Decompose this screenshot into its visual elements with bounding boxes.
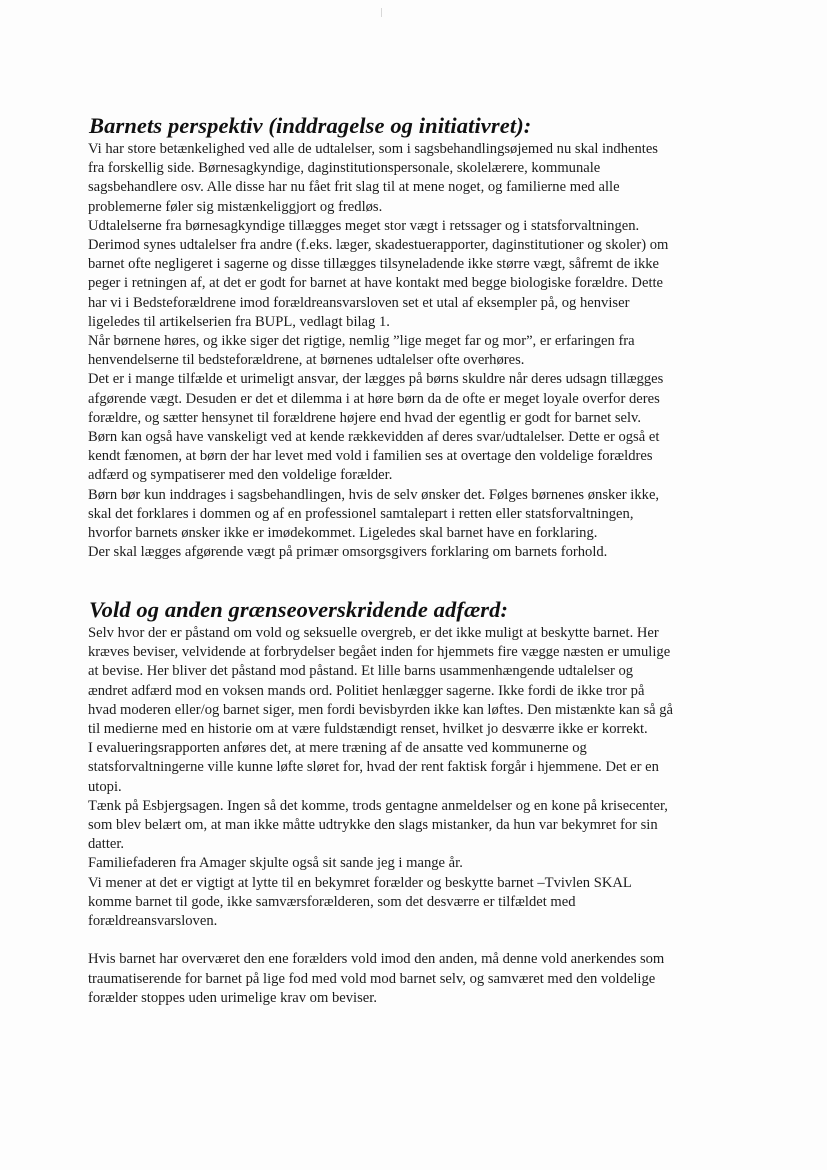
scan-artifact bbox=[381, 8, 382, 17]
text-line: Derimod synes udtalelser fra andre (f.eks. læger, skadestuerapporter, daginstitutioner og skoler) om bbox=[88, 237, 669, 254]
text-line: ligeledes til artikelserien fra BUPL, vedlagt bilag 1. bbox=[88, 313, 390, 330]
text-line: Vi har store betænkelighed ved alle de udtalelser, som i sagsbehandlingsøjemed nu skal indhentes bbox=[88, 141, 658, 157]
section-barnets-perspektiv bbox=[88, 112, 768, 562]
text-line: har vi i Bedsteforældrene imod forældreansvarsloven set et utal af eksempler på, og henviser bbox=[88, 294, 630, 311]
section-body bbox=[88, 624, 768, 1008]
text-line: Vi mener at det er vigtigt at lytte til en bekymret forælder og beskytte barnet –Tvivlen SKAL bbox=[88, 874, 632, 891]
text-line: ændret adfærd mod en voksen mands ord. Politiet henlægger sagerne. Ikke fordi de ikke tror på bbox=[88, 682, 645, 699]
text-line: barnet ofte negligeret i sagerne og disse tillægges tilsyneladende ikke større vægt, såfremt de ikke bbox=[88, 256, 660, 273]
text-line: hvorfor barnets ønsker ikke er imødekommet. Ligeledes skal barnet have en forklaring. bbox=[88, 525, 598, 542]
text-line: adfærd og sympatiserer med den voldelige forælder. bbox=[88, 467, 393, 484]
text-line: henvendelserne til bedsteforældrene, at børnenes udtalelser ofte overhøres. bbox=[88, 352, 525, 369]
text-line: utopi. bbox=[88, 778, 122, 795]
text-line: skal det forklares i dommen og af en professionel samtalepart i retten eller statsforvaltningen, bbox=[88, 505, 634, 522]
text-line: I evalueringsrapporten anføres det, at mere træning af de ansatte ved kommunerne og bbox=[88, 740, 587, 757]
text-line: Det er i mange tilfælde et urimeligt ansvar, der lægges på børns skuldre når deres udsagn tillægges bbox=[88, 371, 664, 388]
text-line: kræves beviser, velvidende at forbrydelser begået inden for hjemmets fire vægge næsten er umulige bbox=[88, 644, 671, 661]
section-vold bbox=[88, 596, 768, 1008]
text-line: Børn bør kun inddrages i sagsbehandlingen, hvis de selv ønsker det. Følges børnenes ønsker ikke, bbox=[88, 486, 660, 503]
text-line: Familiefaderen fra Amager skjulte også sit sande jeg i mange år. bbox=[88, 855, 463, 872]
text-line: Hvis barnet har overværet den ene forælders vold imod den anden, må denne vold anerkendes som bbox=[88, 951, 665, 968]
text-line: hvad moderen eller/og barnet siger, men fordi bevisbyrden ikke kan løftes. Den mistænkte kan så gå bbox=[88, 701, 674, 718]
text-line: peger i retningen af, at det er godt for barnet at have kontakt med begge biologiske forældre. Dette bbox=[88, 275, 664, 292]
section-heading: Barnets perspektiv (inddragelse og initiativret): bbox=[89, 113, 532, 138]
section-heading: Vold og anden grænseoverskridende adfærd: bbox=[89, 597, 509, 622]
section-body bbox=[88, 140, 768, 562]
text-line: Selv hvor der er påstand om vold og seksuelle overgreb, er det ikke muligt at beskytte barnet. Her bbox=[88, 625, 659, 641]
text-line: at bevise. Her bliver det påstand mod påstand. Et lille barns usammenhængende udtalelser og bbox=[88, 663, 634, 680]
text-line: komme barnet til gode, ikke samværsforælderen, som det desværre er tilfældet med bbox=[88, 893, 576, 910]
text-line: afgørende vægt. Desuden er det et dilemma i at høre børn da de ofte er meget loyale overfor deres bbox=[88, 390, 660, 407]
text-line: sagsbehandlere osv. Alle disse har nu fået frit slag til at mene noget, og familierne med alle bbox=[88, 179, 620, 196]
text-line: statsforvaltningerne ville kunne løfte sløret for, hvad der rent faktisk forgår i hjemmene. Det er en bbox=[88, 759, 659, 776]
text-line: traumatiserende for barnet på lige fod med vold mod barnet selv, og samværet med den voldelige bbox=[88, 970, 656, 987]
text-line: Udtalelserne fra børnesagkyndige tillægges meget stor vægt i retssager og i statsforvaltningen. bbox=[88, 217, 640, 234]
text-line: fra forskellig side. Børnesagkyndige, daginstitutionspersonale, skolelærere, kommunale bbox=[88, 160, 601, 177]
text-line: Tænk på Esbjergsagen. Ingen så det komme, trods gentagne anmeldelser og en kone på krisecenter, bbox=[88, 797, 668, 814]
text-line: kendt fænomen, at børn der har levet med vold i familien ses at overtage den voldelige forældres bbox=[88, 448, 653, 465]
text-line: Børn kan også have vanskeligt ved at kende rækkevidden af deres svar/udtalelser. Dette er også et bbox=[88, 429, 660, 446]
text-line: forældreansvarsloven. bbox=[88, 913, 218, 930]
text-line: Der skal lægges afgørende vægt på primær omsorgsgivers forklaring om barnets forhold. bbox=[88, 544, 608, 561]
text-line: forælder stoppes uden urimelige krav om beviser. bbox=[88, 989, 377, 1006]
text-line: problemerne føler sig mistænkeliggjort og fredløs. bbox=[88, 198, 383, 215]
paragraph-gap bbox=[88, 931, 768, 950]
text-line: datter. bbox=[88, 836, 125, 853]
text-line: til medierne med en historie om at være fuldstændigt renset, hvilket jo desværre ikke er korrekt. bbox=[88, 721, 648, 738]
text-line: forældre, og sætter hensynet til forældrene højere end hvad der egentlig er godt for barnet selv. bbox=[88, 409, 642, 426]
text-line: Når børnene høres, og ikke siger det rigtige, nemlig ”lige meget far og mor”, er erfaringen fra bbox=[88, 333, 635, 350]
text-line: som blev belært om, at man ikke måtte udtrykke den slags mistanker, da hun var bekymret for sin bbox=[88, 817, 658, 834]
